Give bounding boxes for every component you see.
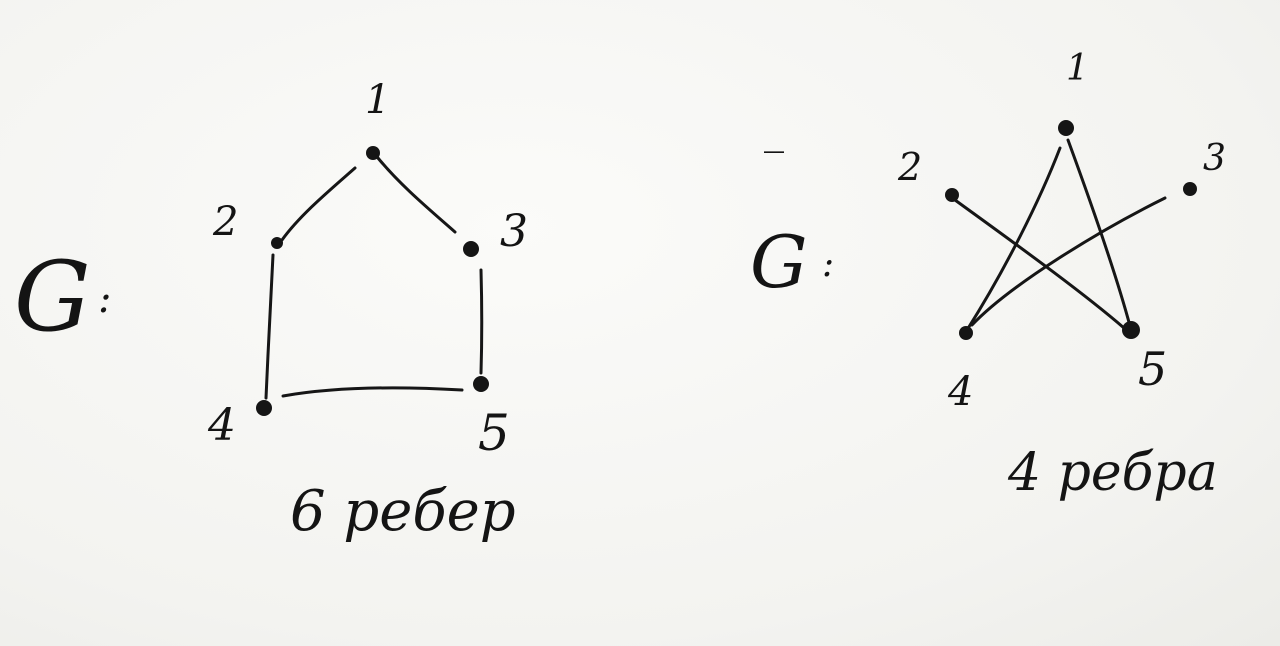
graph-g-vertex-4 [256, 400, 272, 416]
graph-g-vertex-3 [463, 241, 479, 257]
graph-g-complement-vertex-3 [1183, 182, 1197, 196]
graph-g-vertex-1 [366, 146, 380, 160]
graph-g-complement-vertex-label-5: 5 [1138, 342, 1168, 396]
graph-g-complement-edge-1-4 [967, 148, 1060, 330]
graph-g-edge-4-5 [283, 388, 462, 396]
graph-g-complement-vertex-1 [1058, 120, 1074, 136]
graph-g-vertex-2 [271, 237, 283, 249]
graph-g-label: G [14, 241, 91, 353]
graph-g-vertex-label-1: 1 [365, 77, 391, 123]
graph-g-complement-vertex-label-1: 1 [1066, 48, 1089, 89]
graph-g [14, 77, 528, 544]
graph-g-complement-label: G [750, 220, 808, 304]
graph-g-complement-vertex-2 [945, 188, 959, 202]
graph-g-vertex-5 [473, 376, 489, 392]
graph-g-complement-vertex-5 [1122, 321, 1140, 339]
graph-g-edge-3-5 [481, 270, 482, 373]
graph-g-vertex-label-3: 3 [500, 206, 528, 257]
graph-g-complement-edge-3-4 [972, 198, 1165, 325]
graph-g-vertex-label-5: 5 [478, 404, 510, 462]
graph-g-complement-vertex-label-3: 3 [1203, 138, 1226, 179]
graph-g-edge-1-2 [282, 168, 355, 240]
graph-g-vertex-label-4: 4 [208, 400, 236, 451]
graph-g-complement-overline: ‾ [764, 146, 784, 192]
graph-g-vertex-label-2: 2 [213, 199, 239, 245]
graph-g-complement [750, 48, 1226, 503]
graph-g-caption: 6 ребер [290, 479, 516, 544]
graph-g-colon: : [98, 276, 112, 322]
graph-g-complement-caption: 4 ребра [1008, 443, 1218, 503]
graph-g-complement-colon: : [822, 244, 835, 285]
graph-g-complement-vertex-4 [959, 326, 973, 340]
graph-g-edge-1-3 [378, 158, 455, 232]
graph-g-complement-vertex-label-2: 2 [898, 145, 923, 189]
graph-g-edge-2-4 [266, 255, 273, 398]
graph-g-complement-vertex-label-4: 4 [948, 369, 974, 415]
